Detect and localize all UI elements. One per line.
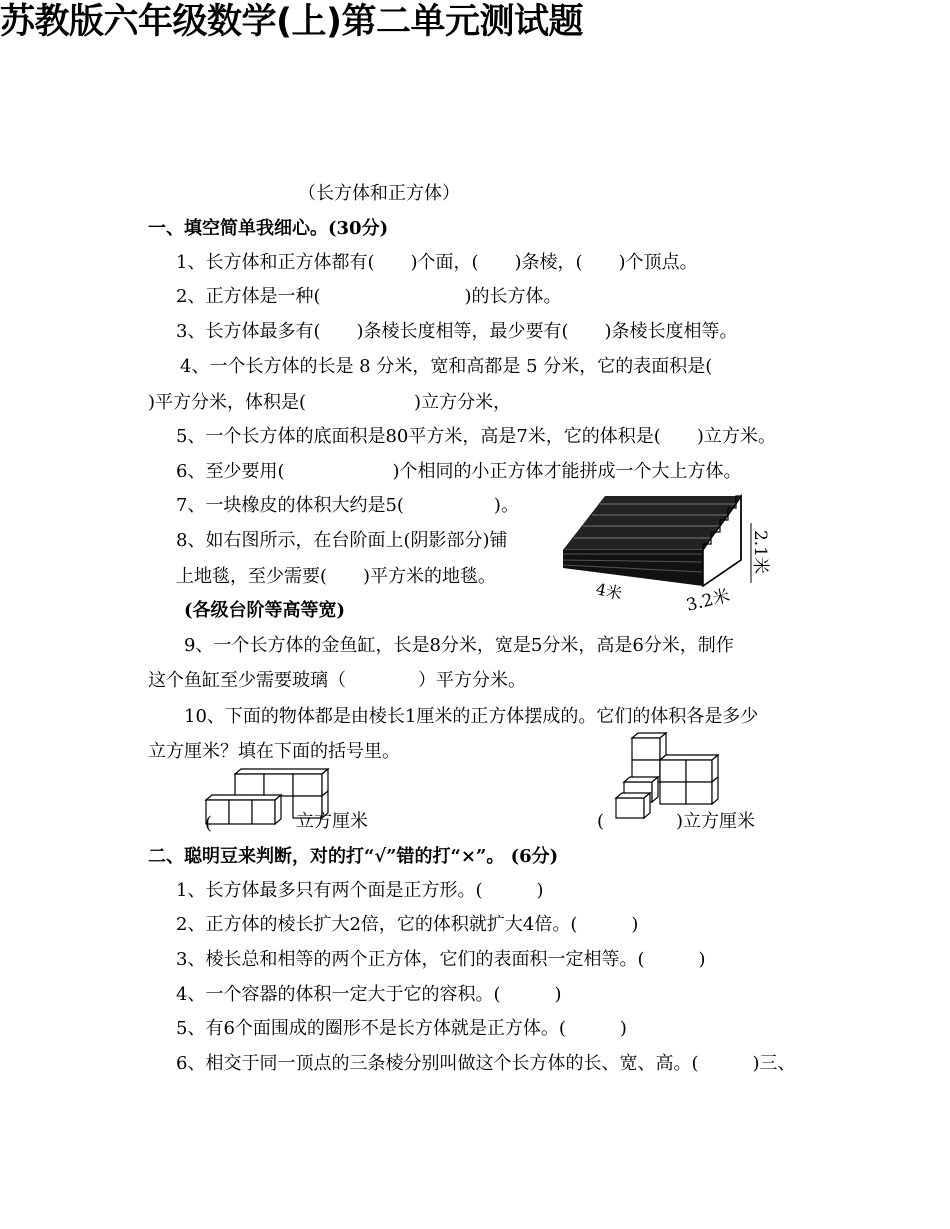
question-4-line-1: 4、一个长方体的长是 8 分米，宽和高都是 5 分米，它的表面积是( xyxy=(180,356,713,377)
stairs-height-label: 2.1米 xyxy=(750,529,770,575)
question-10-line-1: 10、下面的物体都是由棱长1厘米的正方体摆成的。它们的体积各是多少 xyxy=(184,706,759,727)
question-8-note: (各级台阶等高等宽) xyxy=(184,600,346,621)
question-9-line-1: 9、一个长方体的金鱼缸，长是8分米，宽是5分米，高是6分米，制作 xyxy=(184,635,734,656)
judge-item-6: 6、相交于同一顶点的三条棱分别叫做这个长方体的长、宽、高。( )三、 xyxy=(176,1053,796,1074)
stairs-figure xyxy=(555,488,785,616)
question-2: 2、正方体是一种( )的长方体。 xyxy=(176,286,562,307)
judge-item-1: 1、长方体最多只有两个面是正方形。( ) xyxy=(176,880,544,901)
cube-figure-right xyxy=(614,732,720,820)
question-10-line-2: 立方厘米？填在下面的括号里。 xyxy=(148,741,400,762)
question-5: 5、一个长方体的底面积是80平方米，高是7米，它的体积是( )立方米。 xyxy=(176,426,776,447)
question-8-line-1: 8、如右图所示，在台阶面上(阴影部分)铺 xyxy=(176,530,508,551)
page-subtitle: （长方体和正方体） xyxy=(298,183,460,204)
judge-item-4: 4、一个容器的体积一定大于它的容积。( ) xyxy=(176,984,562,1005)
q10-left-bracket: ( xyxy=(205,813,213,834)
stairs-width-label: 3.2米 xyxy=(684,585,732,616)
question-4-line-2: )平方分米，体积是( )立方分米， xyxy=(148,392,512,413)
question-3: 3、长方体最多有( )条棱长度相等，最少要有( )条棱长度相等。 xyxy=(176,321,738,342)
q10-left-answer: 立方厘米 xyxy=(296,811,368,832)
judge-item-5: 5、有6个面围成的圈形不是长方体就是正方体。( ) xyxy=(176,1018,627,1039)
question-6: 6、至少要用( )个相同的小正方体才能拼成一个大上方体。 xyxy=(176,461,742,482)
judge-item-2: 2、正方体的棱长扩大2倍，它的体积就扩大4倍。( ) xyxy=(176,914,639,935)
question-9-line-2: 这个鱼缸至少需要玻璃（ ）平方分米。 xyxy=(148,670,526,691)
section-2-heading: 二、聪明豆来判断，对的打“√”错的打“×”。 (6分) xyxy=(148,846,559,867)
question-1: 1、长方体和正方体都有( )个面，( )条棱，( )个顶点。 xyxy=(176,252,698,273)
page-title: 苏教版六年级数学(上)第二单元测试题 xyxy=(0,2,583,42)
question-8-line-2: 上地毯，至少需要( )平方米的地毯。 xyxy=(176,566,497,587)
question-7: 7、一块橡皮的体积大约是5( )。 xyxy=(176,495,519,516)
q10-right-answer: ( )立方厘米 xyxy=(597,811,756,832)
stairs-length-label: 4米 xyxy=(594,579,624,604)
section-1-heading: 一、填空简单我细心。(30分) xyxy=(148,218,389,239)
judge-item-3: 3、棱长总和相等的两个正方体，它们的表面积一定相等。( ) xyxy=(176,949,706,970)
